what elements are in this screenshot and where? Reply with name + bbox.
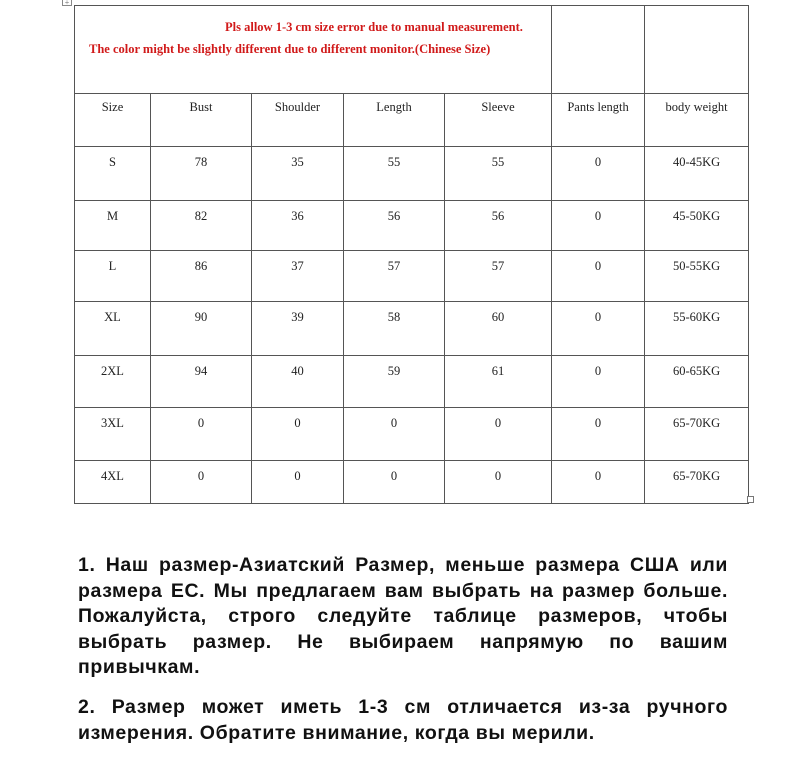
cell-shoulder: 35 <box>252 147 344 201</box>
cell-body-weight: 55-60KG <box>645 302 749 356</box>
cell-shoulder: 37 <box>252 251 344 302</box>
header-size: Size <box>75 94 151 147</box>
cell-size: M <box>75 201 151 251</box>
cell-shoulder: 40 <box>252 356 344 408</box>
cell-body-weight: 65-70KG <box>645 408 749 461</box>
cell-pants-length: 0 <box>552 461 645 504</box>
cell-pants-length: 0 <box>552 147 645 201</box>
cell-length: 59 <box>344 356 445 408</box>
cell-sleeve: 0 <box>445 408 552 461</box>
cell-body-weight: 50-55KG <box>645 251 749 302</box>
cell-bust: 82 <box>151 201 252 251</box>
cell-size: L <box>75 251 151 302</box>
cell-sleeve: 55 <box>445 147 552 201</box>
cell-length: 0 <box>344 408 445 461</box>
cell-size: XL <box>75 302 151 356</box>
header-pants-length: Pants length <box>552 94 645 147</box>
cell-size: 2XL <box>75 356 151 408</box>
cell-bust: 0 <box>151 408 252 461</box>
table-resize-handle[interactable] <box>747 496 754 503</box>
header-body-weight: body weight <box>645 94 749 147</box>
cell-body-weight: 60-65KG <box>645 356 749 408</box>
header-bust: Bust <box>151 94 252 147</box>
notice-line-1: Pls allow 1-3 cm size error due to manual measurement. <box>225 20 523 34</box>
cell-size: 4XL <box>75 461 151 504</box>
header-length: Length <box>344 94 445 147</box>
empty-cell <box>645 6 749 94</box>
table-header-row <box>75 94 749 147</box>
cell-pants-length: 0 <box>552 251 645 302</box>
size-note-text-2: 2. Размер может иметь 1-3 см отличается из-за ручного измерения. Обратите внимание, когда вы мерили. <box>78 696 728 744</box>
cell-length: 58 <box>344 302 445 356</box>
cell-shoulder: 0 <box>252 408 344 461</box>
cell-sleeve: 0 <box>445 461 552 504</box>
cell-length: 0 <box>344 461 445 504</box>
cell-sleeve: 61 <box>445 356 552 408</box>
cell-size: 3XL <box>75 408 151 461</box>
cell-pants-length: 0 <box>552 302 645 356</box>
cell-size: S <box>75 147 151 201</box>
cell-body-weight: 45-50KG <box>645 201 749 251</box>
table-row <box>75 251 749 302</box>
cell-bust: 90 <box>151 302 252 356</box>
cell-length: 55 <box>344 147 445 201</box>
cell-body-weight: 65-70KG <box>645 461 749 504</box>
cell-pants-length: 0 <box>552 408 645 461</box>
cell-body-weight: 40-45KG <box>645 147 749 201</box>
size-note-text-1: 1. Наш размер-Азиатский Размер, меньше размера США или размера ЕС. Мы предлагаем вам выбрать на размер больше. Пожалуйста, строго следуйте таблице размеров, чтобы выбрать размер. Не выбираем напрямую по вашим привычкам. <box>78 554 728 678</box>
cell-bust: 78 <box>151 147 252 201</box>
cell-bust: 0 <box>151 461 252 504</box>
cell-shoulder: 0 <box>252 461 344 504</box>
size-note-paragraph-2 <box>78 695 728 746</box>
table-row <box>75 147 749 201</box>
cell-pants-length: 0 <box>552 201 645 251</box>
cell-shoulder: 39 <box>252 302 344 356</box>
empty-cell <box>552 6 645 94</box>
header-shoulder: Shoulder <box>252 94 344 147</box>
header-sleeve: Sleeve <box>445 94 552 147</box>
notice-row <box>75 6 749 94</box>
size-note-paragraph-1 <box>78 553 728 681</box>
table-row <box>75 201 749 251</box>
cell-sleeve: 56 <box>445 201 552 251</box>
cell-shoulder: 36 <box>252 201 344 251</box>
table-row <box>75 302 749 356</box>
table-row <box>75 356 749 408</box>
table-row <box>75 408 749 461</box>
cell-bust: 94 <box>151 356 252 408</box>
notice-cell <box>75 6 552 94</box>
cell-pants-length: 0 <box>552 356 645 408</box>
cell-sleeve: 60 <box>445 302 552 356</box>
cell-length: 57 <box>344 251 445 302</box>
table-move-handle[interactable]: + <box>62 0 72 6</box>
cell-bust: 86 <box>151 251 252 302</box>
notice-line-2: The color might be slightly different due to different monitor.(Chinese Size) <box>89 42 491 56</box>
size-chart-table <box>74 5 749 504</box>
table-row <box>75 461 749 504</box>
cell-length: 56 <box>344 201 445 251</box>
cell-sleeve: 57 <box>445 251 552 302</box>
